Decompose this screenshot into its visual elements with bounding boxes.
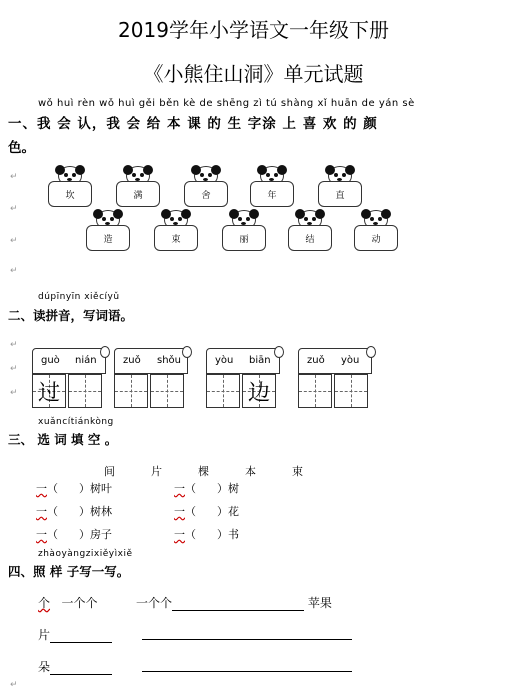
cell-character: 边 [247,380,270,406]
return-mark: ↵ [10,364,18,374]
scroll-pinyin: nián [75,355,97,366]
bear-card[interactable] [354,222,398,252]
answer-line[interactable] [142,671,352,672]
return-mark: ↵ [10,388,18,398]
pinyin-scroll [32,348,104,408]
word-bank-item: 棵 [198,465,209,478]
scroll-pinyin: yòu [341,355,360,366]
example-row [38,594,97,611]
card-character: 动 [354,225,398,251]
card-character: 年 [250,181,294,207]
measure-prefix: 一 [36,505,47,518]
page-subtitle: 《小熊住山洞》单元试题 [143,62,364,86]
writing-cell[interactable] [334,374,368,408]
return-mark: ↵ [10,204,18,214]
card-character: 直 [318,181,362,207]
q4-heading: 四、照 样 子写一写。 [8,564,130,579]
practice-character: 朵 [38,660,51,674]
example-phrase [136,594,332,611]
measure-prefix: 一 [36,528,47,541]
bear-card[interactable] [48,178,92,208]
q3-heading: 三、 选 词 填 空 。 [8,432,118,447]
bear-card[interactable] [288,222,332,252]
measure-prefix: 一 [174,482,185,495]
scroll-pinyin: shǒu [157,355,182,366]
q3-pinyin: xuǎncítiánkòng [38,417,114,427]
word-bank [104,460,339,479]
practice-phrase [142,626,352,640]
blank-noun: 树 [227,482,239,495]
page-title: 2019学年小学语文一年级下册 [118,18,389,42]
card-character: 丽 [222,225,266,251]
return-mark: ↵ [10,236,18,246]
fill-blank-row: 一（ ）树 [174,482,239,495]
scroll-pinyin: zuǒ [307,355,325,366]
scroll-pinyin: zuǒ [123,355,141,366]
q1-heading-cont: 色。 [8,140,35,156]
measure-prefix: 一 [36,482,47,495]
answer-line[interactable] [50,642,112,643]
q4-pinyin: zhàoyàngzixiěyìxiě [38,549,133,559]
writing-cell[interactable] [32,374,66,408]
card-character: 满 [116,181,160,207]
answer-line[interactable] [50,674,112,675]
fill-blank-row: 一（ ）树林 [36,505,112,518]
bear-card[interactable] [184,178,228,208]
card-character: 结 [288,225,332,251]
return-mark: ↵ [10,340,18,350]
fill-blank-row: 一（ ）树叶 [36,482,112,495]
blank-noun: 树叶 [89,482,112,495]
q2-heading: 二、读拼音，写词语。 [8,308,134,323]
word-bank-item: 束 [292,465,303,478]
return-mark: ↵ [10,680,18,690]
pinyin-scroll [298,348,370,408]
pinyin-scroll [114,348,186,408]
q1-pinyin: wǒ huì rèn wǒ huì gěi běn kè de shēng zì tú shàng xǐ huān de yán sè [38,98,415,109]
blank-noun: 书 [227,528,239,541]
scroll-pinyin: guò [41,355,60,366]
fill-blank-row: 一（ ）房子 [36,528,112,541]
example-phrase-prefix: 一个个 [136,596,173,610]
card-character: 束 [154,225,198,251]
writing-cell[interactable] [150,374,184,408]
bear-card[interactable] [154,222,198,252]
scroll-pinyin: biān [249,355,271,366]
blank-noun: 树林 [89,505,112,518]
q1-heading: 一、我 会 认，我 会 给 本 课 的 生 字涂 上 喜 欢 的 颜 [8,116,378,132]
practice-row [38,658,112,675]
bear-card[interactable] [222,222,266,252]
answer-line[interactable] [142,639,352,640]
writing-cell[interactable] [68,374,102,408]
bear-card[interactable] [116,178,160,208]
q2-pinyin: dúpīnyīn xiěcíyǔ [38,292,120,302]
fill-blank-row: 一（ ）书 [174,528,239,541]
scroll-pinyin: yòu [215,355,234,366]
word-bank-item: 间 [104,465,115,478]
pinyin-scroll [206,348,278,408]
blank-noun: 房子 [89,528,112,541]
bear-card[interactable] [86,222,130,252]
writing-cell[interactable] [206,374,240,408]
card-character: 舍 [184,181,228,207]
word-bank-item: 本 [245,465,256,478]
writing-cell[interactable] [114,374,148,408]
return-mark: ↵ [10,266,18,276]
writing-cell[interactable] [242,374,276,408]
practice-row [38,626,112,643]
cell-character: 过 [37,380,60,406]
fill-blank-row: 一（ ）花 [174,505,239,518]
practice-character: 片 [38,628,51,642]
card-character: 坎 [48,181,92,207]
example-word: 一个个 [61,596,98,610]
measure-prefix: 一 [174,528,185,541]
word-bank-item: 片 [151,465,162,478]
practice-phrase [142,658,352,672]
blank-noun: 花 [227,505,239,518]
example-character: 个 [38,596,51,610]
card-character: 造 [86,225,130,251]
example-phrase-suffix: 苹果 [307,596,332,610]
bear-card[interactable] [250,178,294,208]
bear-card[interactable] [318,178,362,208]
return-mark: ↵ [10,172,18,182]
measure-prefix: 一 [174,505,185,518]
writing-cell[interactable] [298,374,332,408]
